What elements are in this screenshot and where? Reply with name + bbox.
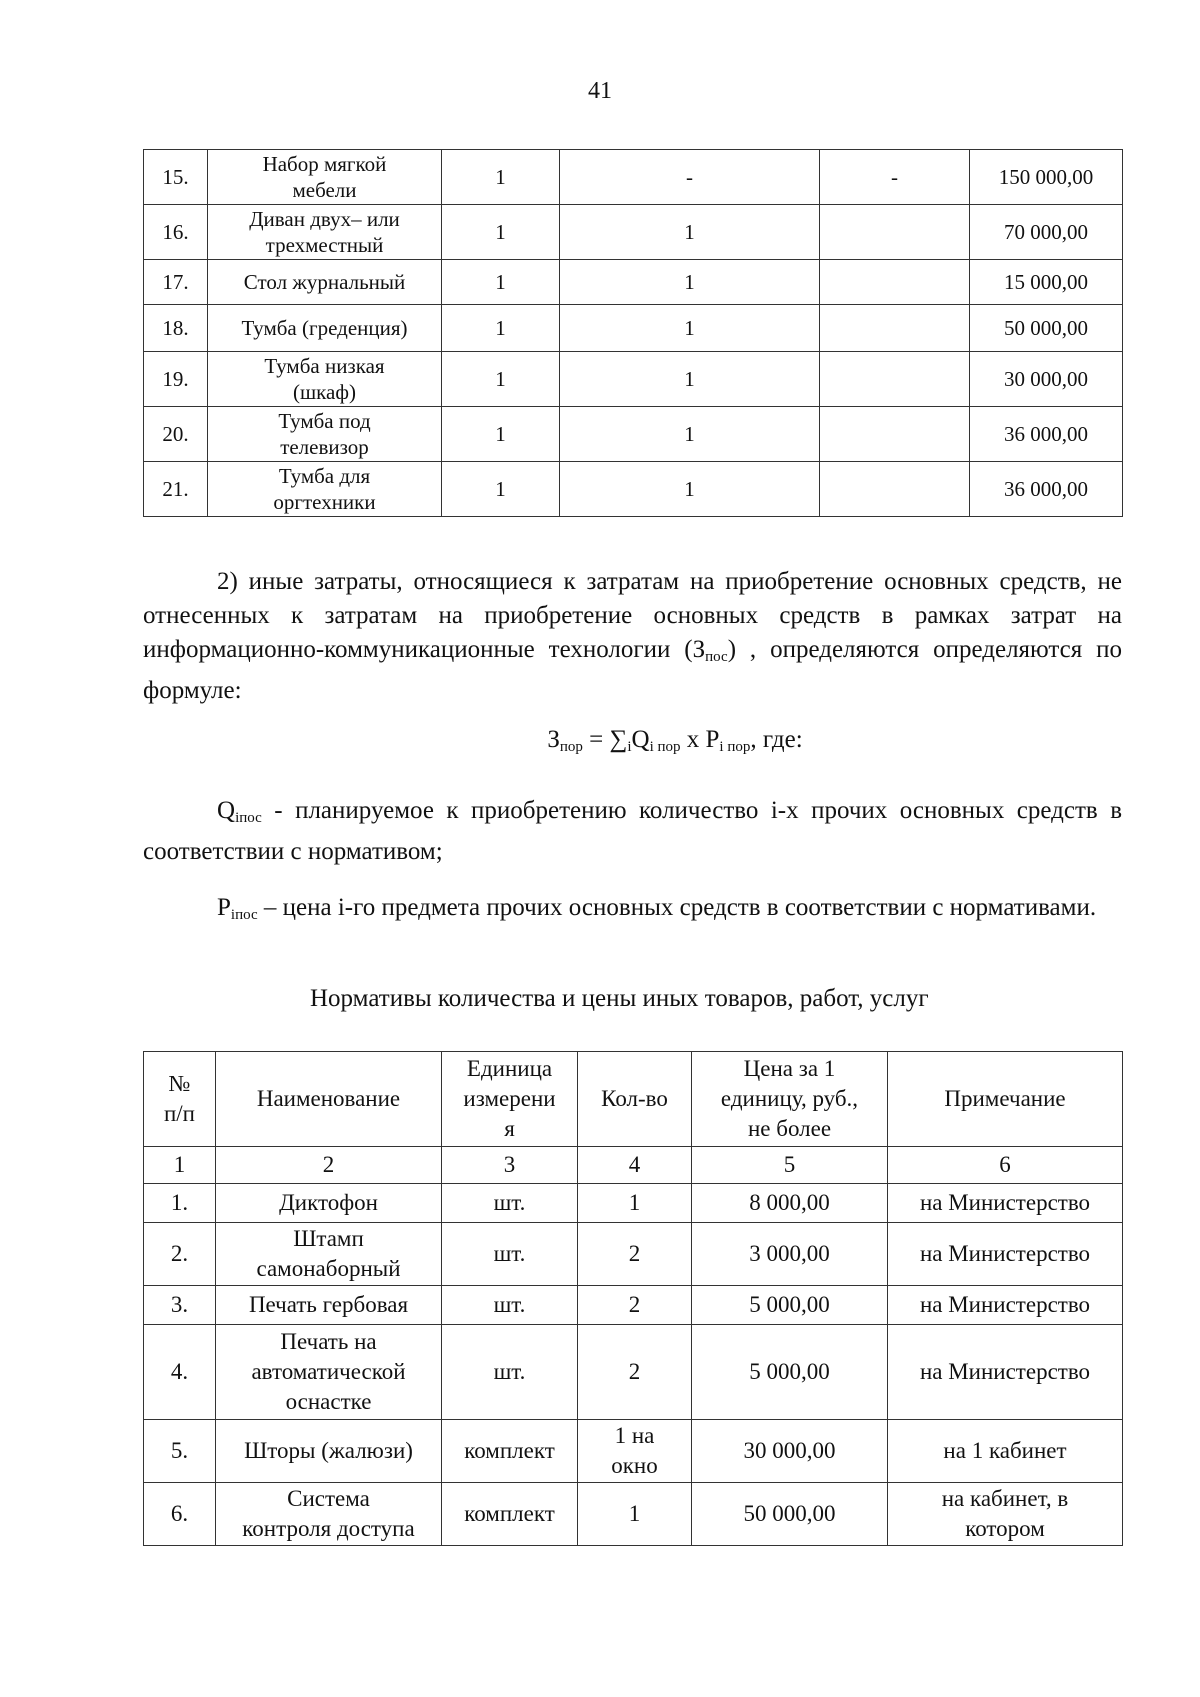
row-number: 19. [144, 352, 208, 407]
note-value [888, 1420, 1123, 1483]
paragraph-q-definition: $Q_{iпос}$ - планируемое к приобретению количество i-х прочих основных средств в соответствии с нормативом; [143, 797, 1122, 865]
item-name [208, 407, 442, 462]
column-header-line: Кол-во [601, 1086, 668, 1111]
column-header-line: п/п [163, 1101, 195, 1126]
item-name [216, 1184, 442, 1223]
item-name-line: Диван двух– или [249, 207, 400, 231]
paragraph-other-costs: 2) иные затраты, относящиеся к затратам на приобретение основных средств, не отнесенных к затратам на приобретение основных средств в рамках затрат на информационно-коммуникационные технологии $(З_{пос})$ , определяются определяются по формуле: [143, 568, 1122, 704]
item-name [208, 260, 442, 305]
item-name-line: оргтехники [273, 490, 376, 514]
price-value: 50 000,00 [970, 305, 1123, 352]
quantity-value [578, 1483, 692, 1546]
price-value: 8 000,00 [692, 1184, 888, 1223]
note-value-line: на Министерство [919, 1359, 1091, 1384]
table-row [144, 1325, 1123, 1420]
col4-value: 1 [560, 305, 820, 352]
column-header-line: Примечание [944, 1086, 1066, 1111]
item-name [208, 462, 442, 517]
row-number: 17. [144, 260, 208, 305]
furniture-table [143, 149, 1123, 517]
item-name-line: (шкаф) [293, 380, 356, 404]
item-name-line: автоматической [251, 1359, 406, 1384]
row-number: 15. [144, 150, 208, 205]
column-number: 5 [692, 1147, 888, 1184]
item-name [216, 1286, 442, 1325]
note-value [888, 1184, 1123, 1223]
column-header [578, 1052, 692, 1147]
note-value [888, 1223, 1123, 1286]
table-row [144, 305, 1123, 352]
note-value-line: на 1 кабинет [943, 1438, 1067, 1463]
row-number: 2. [144, 1223, 216, 1286]
quantity-value [578, 1325, 692, 1420]
column-number: 1 [144, 1147, 216, 1184]
item-name [216, 1223, 442, 1286]
header-row [144, 1052, 1123, 1147]
item-name-line: Система [287, 1486, 370, 1511]
quantity-value-line: окно [611, 1453, 658, 1478]
column-header [888, 1052, 1123, 1147]
table-row [144, 1223, 1123, 1286]
column-header [442, 1052, 578, 1147]
column-number: 3 [442, 1147, 578, 1184]
col3-value: 1 [442, 352, 560, 407]
unit-value: комплект [442, 1483, 578, 1546]
unit-value: комплект [442, 1420, 578, 1483]
item-name-line: контроля доступа [242, 1516, 415, 1541]
col4-value: 1 [560, 352, 820, 407]
quantity-value-line: 2 [628, 1292, 641, 1317]
table-row [144, 1420, 1123, 1483]
item-name-line: Печать на [280, 1329, 377, 1354]
table-row [144, 1483, 1123, 1546]
price-value: 30 000,00 [692, 1420, 888, 1483]
table-row [144, 462, 1123, 517]
column-number-row [144, 1147, 1123, 1184]
item-name [208, 205, 442, 260]
row-number: 1. [144, 1184, 216, 1223]
table-row [144, 260, 1123, 305]
column-number: 2 [216, 1147, 442, 1184]
price-value: 36 000,00 [970, 407, 1123, 462]
item-name [208, 150, 442, 205]
quantity-value-line: 2 [628, 1359, 641, 1384]
quantity-value [578, 1223, 692, 1286]
col3-value: 1 [442, 150, 560, 205]
quantity-value [578, 1286, 692, 1325]
table-row [144, 1184, 1123, 1223]
column-header [692, 1052, 888, 1147]
col3-value: 1 [442, 462, 560, 517]
column-number: 6 [888, 1147, 1123, 1184]
unit-value: шт. [442, 1223, 578, 1286]
item-name-line: Тумба (греденция) [241, 316, 408, 340]
table-row [144, 205, 1123, 260]
note-value [888, 1325, 1123, 1420]
col5-value [820, 305, 970, 352]
item-name [208, 305, 442, 352]
item-name [216, 1420, 442, 1483]
row-number: 21. [144, 462, 208, 517]
price-value: 5 000,00 [692, 1286, 888, 1325]
item-name-line: Шторы (жалюзи) [244, 1438, 413, 1463]
row-number: 18. [144, 305, 208, 352]
price-value: 5 000,00 [692, 1325, 888, 1420]
item-name-line: Печать гербовая [248, 1292, 409, 1317]
note-value [888, 1286, 1123, 1325]
unit-value: шт. [442, 1286, 578, 1325]
col4-value: 1 [560, 407, 820, 462]
note-value-line: на Министерство [919, 1292, 1091, 1317]
col3-value: 1 [442, 260, 560, 305]
item-name-line: телевизор [280, 435, 369, 459]
item-name-line: самонаборный [256, 1256, 401, 1281]
item-name-line: оснастке [285, 1389, 372, 1414]
note-value-line: котором [965, 1516, 1045, 1541]
item-name-line: трехместный [265, 233, 384, 257]
column-header-line: не более [747, 1116, 832, 1141]
price-value: 30 000,00 [970, 352, 1123, 407]
price-value: 50 000,00 [692, 1483, 888, 1546]
column-number: 4 [578, 1147, 692, 1184]
price-value: 70 000,00 [970, 205, 1123, 260]
column-header-line: № [168, 1071, 191, 1096]
column-header-line: измерени [463, 1086, 556, 1111]
item-name [216, 1325, 442, 1420]
item-name-line: Тумба для [278, 464, 371, 488]
price-value: 15 000,00 [970, 260, 1123, 305]
item-name [216, 1483, 442, 1546]
quantity-value [578, 1420, 692, 1483]
column-header-line: Единица [466, 1056, 553, 1081]
col5-value: - [820, 150, 970, 205]
page-number: 41 [588, 78, 612, 104]
item-name-line: Тумба низкая [264, 354, 385, 378]
column-header [144, 1052, 216, 1147]
item-name-line: мебели [292, 178, 357, 202]
row-number: 4. [144, 1325, 216, 1420]
col5-value [820, 462, 970, 517]
row-number: 6. [144, 1483, 216, 1546]
item-name [208, 352, 442, 407]
paragraph-p-definition: $P_{iпос}$ – цена i-го предмета прочих основных средств в соответствии с нормативами. [217, 894, 1097, 923]
col5-value [820, 205, 970, 260]
note-value-line: на кабинет, в [941, 1486, 1069, 1511]
item-name-line: Тумба под [278, 409, 371, 433]
note-value-line: на Министерство [919, 1241, 1091, 1266]
unit-value: шт. [442, 1184, 578, 1223]
col3-value: 1 [442, 205, 560, 260]
table-row [144, 150, 1123, 205]
col3-value: 1 [442, 305, 560, 352]
norms-table [143, 1051, 1123, 1546]
col4-value: 1 [560, 205, 820, 260]
column-header-line: Наименование [256, 1086, 401, 1111]
quantity-value-line: 1 на [614, 1423, 655, 1448]
col4-value: - [560, 150, 820, 205]
item-name-line: Набор мягкой [262, 152, 387, 176]
item-name-line: Штамп [293, 1226, 364, 1251]
quantity-value [578, 1184, 692, 1223]
col4-value: 1 [560, 260, 820, 305]
col5-value [820, 352, 970, 407]
price-value: 36 000,00 [970, 462, 1123, 517]
price-value: 150 000,00 [970, 150, 1123, 205]
table-row [144, 407, 1123, 462]
item-name-line: Стол журнальный [243, 270, 406, 294]
quantity-value-line: 1 [628, 1501, 641, 1526]
note-value [888, 1483, 1123, 1546]
row-number: 3. [144, 1286, 216, 1325]
formula: $З_{пор} = \sum_iQ_{i пор}$ x $P_{i пор}$, где: [547, 726, 803, 755]
table-row [144, 1286, 1123, 1325]
col3-value: 1 [442, 407, 560, 462]
col5-value [820, 407, 970, 462]
unit-value: шт. [442, 1325, 578, 1420]
column-header [216, 1052, 442, 1147]
table-row [144, 352, 1123, 407]
row-number: 5. [144, 1420, 216, 1483]
col5-value [820, 260, 970, 305]
note-value-line: на Министерство [919, 1190, 1091, 1215]
item-name-line: Диктофон [279, 1190, 378, 1215]
row-number: 16. [144, 205, 208, 260]
table-caption: Нормативы количества и цены иных товаров, работ, услуг [310, 985, 929, 1012]
col4-value: 1 [560, 462, 820, 517]
column-header-line: я [504, 1116, 515, 1141]
price-value: 3 000,00 [692, 1223, 888, 1286]
quantity-value-line: 2 [628, 1241, 641, 1266]
column-header-line: Цена за 1 [743, 1056, 836, 1081]
column-header-line: единицу, руб., [720, 1086, 859, 1111]
row-number: 20. [144, 407, 208, 462]
quantity-value-line: 1 [628, 1190, 641, 1215]
